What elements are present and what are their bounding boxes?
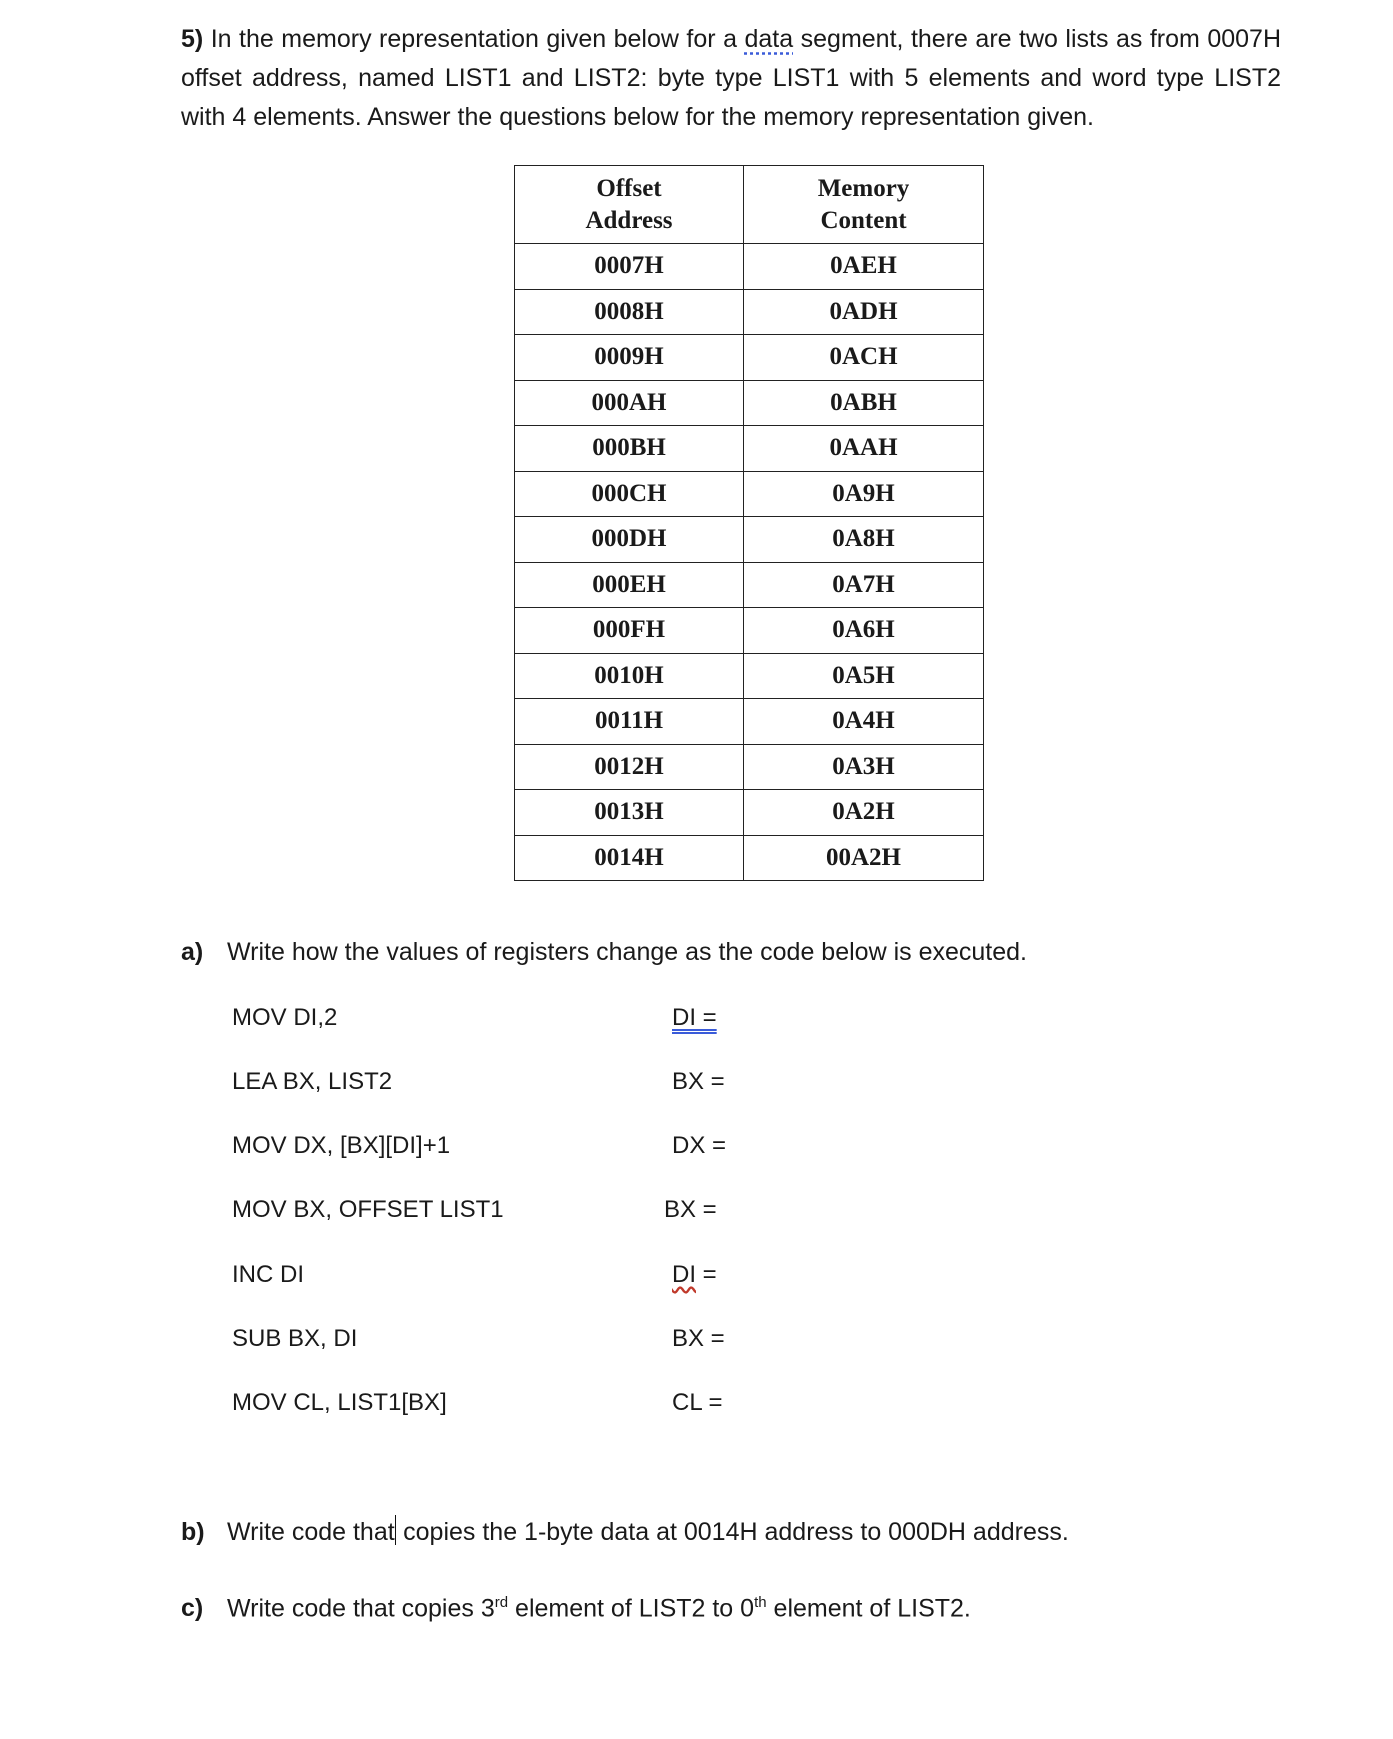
part-b-text-after: copies the 1-byte data at 0014H address to 000DH address.	[396, 1518, 1069, 1546]
equals-sign: =	[704, 1068, 725, 1095]
content-cell: 0A9H	[744, 471, 984, 517]
register-answer	[672, 1389, 722, 1417]
equals-sign: =	[696, 1261, 717, 1288]
offset-cell: 0007H	[515, 244, 744, 290]
memory-table	[514, 165, 984, 881]
table-row	[515, 790, 984, 836]
code-line: MOV DX, [BX][DI]+1	[232, 1132, 451, 1159]
offset-cell: 000AH	[515, 380, 744, 426]
table-row	[515, 835, 984, 881]
table-row	[515, 380, 984, 426]
equals-sign: =	[705, 1132, 727, 1159]
part-b-prompt	[181, 1515, 1069, 1547]
equals-sign: =	[701, 1389, 723, 1416]
register-name: BX	[672, 1325, 705, 1352]
content-cell: 0A2H	[744, 790, 984, 836]
code-line: SUB BX, DI	[232, 1325, 358, 1352]
register-answer	[672, 1132, 726, 1160]
offset-cell: 0012H	[515, 744, 744, 790]
code-line: MOV CL, LIST1[BX]	[232, 1389, 447, 1416]
content-cell: 0AAH	[744, 426, 984, 472]
part-c-text-3: element of LIST2.	[766, 1594, 971, 1623]
header-offset-address: Offset Address	[515, 166, 744, 244]
register-name: DI	[672, 1004, 696, 1031]
intro-text-b: segment, there are two lists as from 0007H offset address, named LIST1 and LIST2: byte type LIST1 with 5 elements and word type LIST2 with 4 elements. Answer the questions below for the memory representation given.	[181, 25, 1282, 131]
table-row	[515, 608, 984, 654]
content-cell: 0A6H	[744, 608, 984, 654]
table-row	[515, 471, 984, 517]
code-line: INC DI	[232, 1261, 304, 1288]
content-cell: 0AEH	[744, 244, 984, 290]
part-c-text-2: element of LIST2 to 0	[508, 1594, 755, 1623]
offset-cell: 0011H	[515, 699, 744, 745]
offset-cell: 000EH	[515, 562, 744, 608]
part-a-prompt	[181, 938, 1027, 967]
content-cell: 0A7H	[744, 562, 984, 608]
part-a-text: Write how the values of registers change as the code below is executed.	[227, 938, 1027, 966]
question-intro	[181, 20, 1281, 137]
table-row	[515, 335, 984, 381]
content-cell: 0A5H	[744, 653, 984, 699]
part-c-prompt	[181, 1594, 971, 1623]
offset-cell: 0010H	[515, 653, 744, 699]
register-name: BX	[672, 1068, 705, 1095]
part-b-text-before: Write code that	[227, 1518, 395, 1546]
intro-text-a: In the memory representation given below for a	[203, 25, 745, 53]
register-answer	[672, 1068, 725, 1096]
content-cell: 0ADH	[744, 289, 984, 335]
offset-cell: 0013H	[515, 790, 744, 836]
register-name: CL	[672, 1389, 702, 1416]
content-cell: 0A4H	[744, 699, 984, 745]
code-line: MOV BX, OFFSET LIST1	[232, 1196, 504, 1223]
register-answer	[672, 1261, 717, 1289]
part-c-text-1: Write code that copies 3	[227, 1594, 495, 1623]
code-line: LEA BX, LIST2	[232, 1068, 393, 1095]
table-row	[515, 244, 984, 290]
offset-cell: 000BH	[515, 426, 744, 472]
offset-cell: 0008H	[515, 289, 744, 335]
content-cell: 0A3H	[744, 744, 984, 790]
offset-cell: 000CH	[515, 471, 744, 517]
table-row	[515, 562, 984, 608]
table-row	[515, 289, 984, 335]
register-answer	[664, 1196, 717, 1224]
table-row	[515, 699, 984, 745]
part-b-label: b)	[181, 1518, 205, 1546]
content-cell: 0A8H	[744, 517, 984, 563]
memory-table-header	[515, 166, 984, 244]
code-line: MOV DI,2	[232, 1004, 338, 1031]
table-row	[515, 426, 984, 472]
register-name: DX	[672, 1132, 706, 1159]
content-cell: 0ACH	[744, 335, 984, 381]
offset-cell: 000FH	[515, 608, 744, 654]
equals-sign: =	[704, 1325, 725, 1352]
offset-cell: 0009H	[515, 335, 744, 381]
offset-cell: 0014H	[515, 835, 744, 881]
header-memory-content: Memory Content	[744, 166, 984, 244]
register-name: BX	[664, 1196, 697, 1223]
table-row	[515, 653, 984, 699]
offset-cell: 000DH	[515, 517, 744, 563]
table-row	[515, 744, 984, 790]
content-cell: 0ABH	[744, 380, 984, 426]
register-answer	[672, 1325, 725, 1353]
superscript-rd: rd	[494, 1594, 509, 1611]
content-cell: 00A2H	[744, 835, 984, 881]
superscript-th: th	[754, 1594, 767, 1611]
equals-sign: =	[696, 1004, 717, 1031]
intro-underlined-word: data	[744, 25, 794, 53]
part-c-label: c)	[181, 1594, 204, 1623]
table-row	[515, 517, 984, 563]
register-answer	[672, 1004, 717, 1032]
question-number: 5)	[181, 25, 204, 53]
equals-sign: =	[696, 1196, 717, 1223]
register-name: DI	[672, 1261, 696, 1288]
part-a-label: a)	[181, 938, 204, 966]
